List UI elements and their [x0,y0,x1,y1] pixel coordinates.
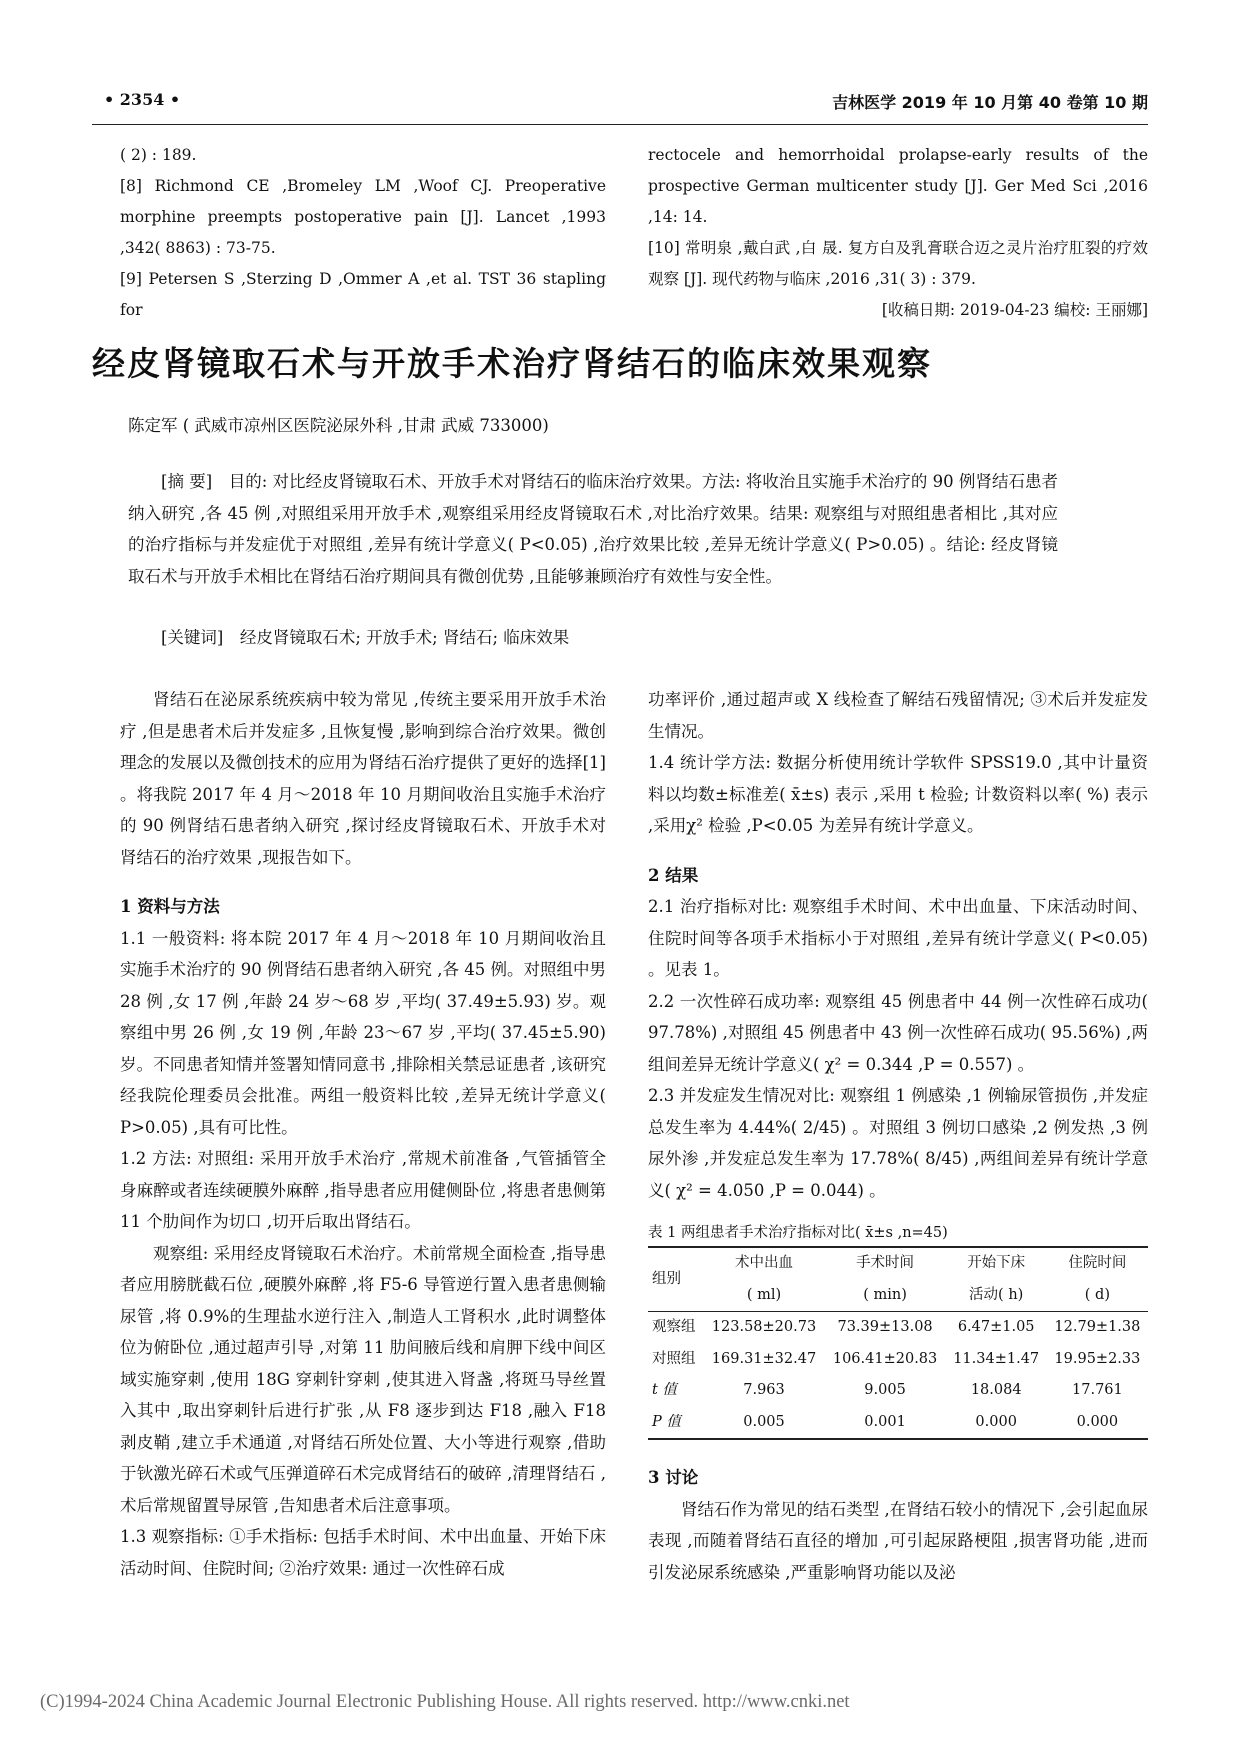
table-unit: ( ml) [746,1286,782,1303]
page-number: • 2354 • [104,90,181,109]
paragraph-1-1: 1.1 一般资料: 将本院 2017 年 4 月～2018 年 10 月期间收治且实施手术治疗的 90 例肾结石患者纳入研究 ,各 45 例。对照组中男 28 例 ,女 17 例 ,年龄 24 岁～68 岁 ,平均( 37.49±5.93) 岁。观察组中男 26 例 ,女 19 例 ,年龄 23～67 岁 ,平均( 37.45±5.90) 岁。不同患者知情并签署知情同意书 ,排除相关禁忌证患者 ,该研究经我院伦理委员会批准。两组一般资料比较 ,差异无统计学意义( P>0.05) ,具有可比性。 [120,928,606,1137]
paragraph-1-4: 1.4 统计学方法: 数据分析使用统计学软件 SPSS19.0 ,其中计量资料以均数±标准差( x̄±s) 表示 ,采用 t 检验; 计数资料以率( %) 表示 ,采用χ² 检验 ,P<0.05 为差异有统计学意义。 [648,753,1148,835]
table-cell: 7.963 [743,1382,785,1398]
paragraph-1-3: 1.3 观察指标: ①手术指标: 包括手术时间、术中出血量、开始下床活动时间、住院时间; ②治疗效果: 通过一次性碎石成 [120,1527,606,1578]
paragraph-1-2-observation: 观察组: 采用经皮肾镜取石术治疗。术前常规全面检查 ,指导患者应用膀胱截石位 ,硬膜外麻醉 ,将 F5-6 导管逆行置入患者患侧输尿管 ,将 0.9%的生理盐水逆行注入 ,制造人工肾积水 ,此时调整体位为俯卧位 ,通过超声引导 ,对第 11 肋间腋后线和肩胛下线中间区域实施穿刺 ,使用 18G 穿刺针穿刺 ,使其进入肾盏 ,将斑马导丝置入其中 ,取出穿刺针后进行扩张 ,从 F8 逐步到达 F18 ,融入 F18 剥皮鞘 ,建立手术通道 ,对肾结石所处位置、大小等进行观察 ,借助于钬激光碎石术或气压弹道碎石术完成肾结石的破碎 ,清理肾结石 ,术后常规留置导尿管 ,告知患者术后注意事项。 [120,1243,606,1515]
intro-paragraph: 肾结石在泌尿系统疾病中较为常见 ,传统主要采用开放手术治疗 ,但是患者术后并发症多 ,且恢复慢 ,影响到综合治疗效果。微创理念的发展以及微创技术的应用为肾结石治疗提供了更好的选择[1] 。将我院 2017 年 4 月～2018 年 10 月期间收治且实施手术治疗的 90 例肾结石患者纳入研究 ,探讨经皮肾镜取石术、开放手术对肾结石的治疗效果 ,现报告如下。 [120,690,606,867]
table-header: 术中出血 [735,1255,793,1271]
table-cell: 0.005 [743,1413,785,1430]
table-cell: 73.39±13.08 [837,1319,933,1335]
table-unit: ( min) [863,1286,907,1303]
results-table [648,1246,1148,1440]
reference-item: ( 2) : 189. [120,146,197,164]
references-left [120,140,606,326]
table-cell: 9.005 [864,1382,906,1398]
body-left-column [120,684,606,1584]
keywords-label: [关键词] [161,628,224,647]
table-cell: 123.58±20.73 [711,1319,817,1335]
keywords [128,624,1058,648]
references-right [648,140,1148,326]
abstract-text: 目的: 对比经皮肾镜取石术、开放手术对肾结石的临床治疗效果。方法: 将收治且实施手术治疗的 90 例肾结石患者纳入研究 ,各 45 例 ,对照组采用开放手术 ,观察组采用经皮肾镜取石术 ,对比治疗效果。结果: 观察组与对照组患者相比 ,其对应的治疗指标与并发症优于对照组 ,差异有统计学意义( P<0.05) ,治疗效果比较 ,差异无统计学意义( P>0.05) 。结论: 经皮肾镜取石术与开放手术相比在肾结石治疗期间具有微创优势 ,且能够兼顾治疗有效性与安全性。 [128,472,1059,586]
table-row [648,1375,1148,1407]
reference-item: [10] 常明泉 ,戴白武 ,白 晟. 复方白及乳膏联合迈之灵片治疗肛裂的疗效观察 [J]. 现代药物与临床 ,2016 ,31( 3) : 379. [648,239,1148,288]
header-rule [92,124,1148,125]
received-date: [收稿日期: 2019-04-23 编校: 王丽娜] [881,301,1148,319]
paragraph-2-1: 2.1 治疗指标对比: 观察组手术时间、术中出血量、下床活动时间、住院时间等各项手术指标小于对照组 ,差异有统计学意义( P<0.05) 。见表 1。 [648,897,1148,979]
table-cell: t 值 [652,1382,677,1398]
section-heading: 1 资料与方法 [120,897,220,916]
table-cell: 0.001 [864,1413,906,1430]
article-title: 经皮肾镜取石术与开放手术治疗肾结石的临床效果观察 [92,344,932,383]
table-header: 组别 [648,1247,703,1312]
table-cell: 0.000 [1076,1413,1119,1430]
table-cell: 17.761 [1072,1382,1123,1398]
reference-item: rectocele and hemorrhoidal prolapse-early results of the prospective German multicenter study [J]. Ger Med Sci ,2016 ,14: 14. [648,146,1148,226]
table-header: 住院时间 [1068,1255,1127,1271]
reference-item: [9] Petersen S ,Sterzing D ,Ommer A ,et al. TST 36 stapling for [120,270,606,319]
table-unit: ( d) [1084,1286,1110,1303]
table-cell: 0.000 [975,1413,1017,1430]
table-caption: 表 1 两组患者手术治疗指标对比( x̄±s ,n=45) [648,1225,948,1241]
table-row [648,1344,1148,1376]
table-unit: 活动( h) [969,1286,1024,1303]
paragraph-2-3: 2.3 并发症发生情况对比: 观察组 1 例感染 ,1 例输尿管损伤 ,并发症总发生率为 4.44%( 2/45) 。对照组 3 例切口感染 ,2 例发热 ,3 例尿外渗 ,并发症总发生率为 17.78%( 8/45) ,两组间差异有统计学意义( χ² = 4.050 ,P = 0.044) 。 [648,1086,1148,1200]
journal-header: 吉林医学 2019 年 10 月第 40 卷第 10 期 [832,93,1148,112]
discussion-paragraph: 肾结石作为常见的结石类型 ,在肾结石较小的情况下 ,会引起血尿表现 ,而随着肾结石直径的增加 ,可引起尿路梗阻 ,损害肾功能 ,进而引发泌尿系统感染 ,严重影响肾功能以及泌 [648,1499,1148,1582]
paragraph-1-2: 1.2 方法: 对照组: 采用开放手术治疗 ,常规术前准备 ,气管插管全身麻醉或者连续硬膜外麻醉 ,指导患者应用健侧卧位 ,将患者患侧第 11 个肋间作为切口 ,切开后取出肾结石。 [120,1149,606,1231]
author-affiliation: 陈定军 ( 武威市凉州区医院泌尿外科 ,甘肃 武威 733000) [128,416,549,435]
table-header: 开始下床 [967,1255,1026,1271]
table-header: 手术时间 [856,1255,915,1271]
table-cell: 对照组 [652,1350,696,1367]
reference-item: [8] Richmond CE ,Bromeley LM ,Woof CJ. Preoperative morphine preempts postoperative pain [J]. Lancet ,1993 ,342( 8863) : 73-75. [120,177,606,257]
copyright-footer: (C)1994-2024 China Academic Journal Electronic Publishing House. All rights reserved. http://www.cnki.net [40,1692,850,1712]
paragraph-2-2: 2.2 一次性碎石成功率: 观察组 45 例患者中 44 例一次性碎石成功( 97.78%) ,对照组 45 例患者中 43 例一次性碎石成功( 95.56%) ,两组间差异无统计学意义( χ² = 0.344 ,P = 0.557) 。 [648,991,1148,1074]
table-row [648,1407,1148,1440]
table-cell: 6.47±1.05 [957,1319,1035,1335]
abstract [128,466,1058,592]
table-cell: 19.95±2.33 [1054,1350,1141,1367]
table-cell: 11.34±1.47 [953,1350,1040,1367]
table-cell: 观察组 [652,1319,696,1335]
section-heading: 2 结果 [648,865,699,885]
section-heading: 3 讨论 [648,1468,699,1487]
keywords-text: 经皮肾镜取石术; 开放手术; 肾结石; 临床效果 [239,628,570,647]
table-row [648,1312,1148,1344]
table-cell: 106.41±20.83 [832,1350,938,1367]
abstract-label: [摘 要] [161,472,213,491]
table-cell: 18.084 [970,1382,1022,1398]
table-cell: 169.31±32.47 [711,1350,817,1367]
paragraph-cont: 功率评价 ,通过超声或 X 线检查了解结石残留情况; ③术后并发症发生情况。 [648,690,1148,741]
body-right-column [648,684,1148,1588]
table-cell: P 值 [652,1413,681,1430]
table-cell: 12.79±1.38 [1054,1319,1141,1335]
table-1 [648,1220,1148,1440]
